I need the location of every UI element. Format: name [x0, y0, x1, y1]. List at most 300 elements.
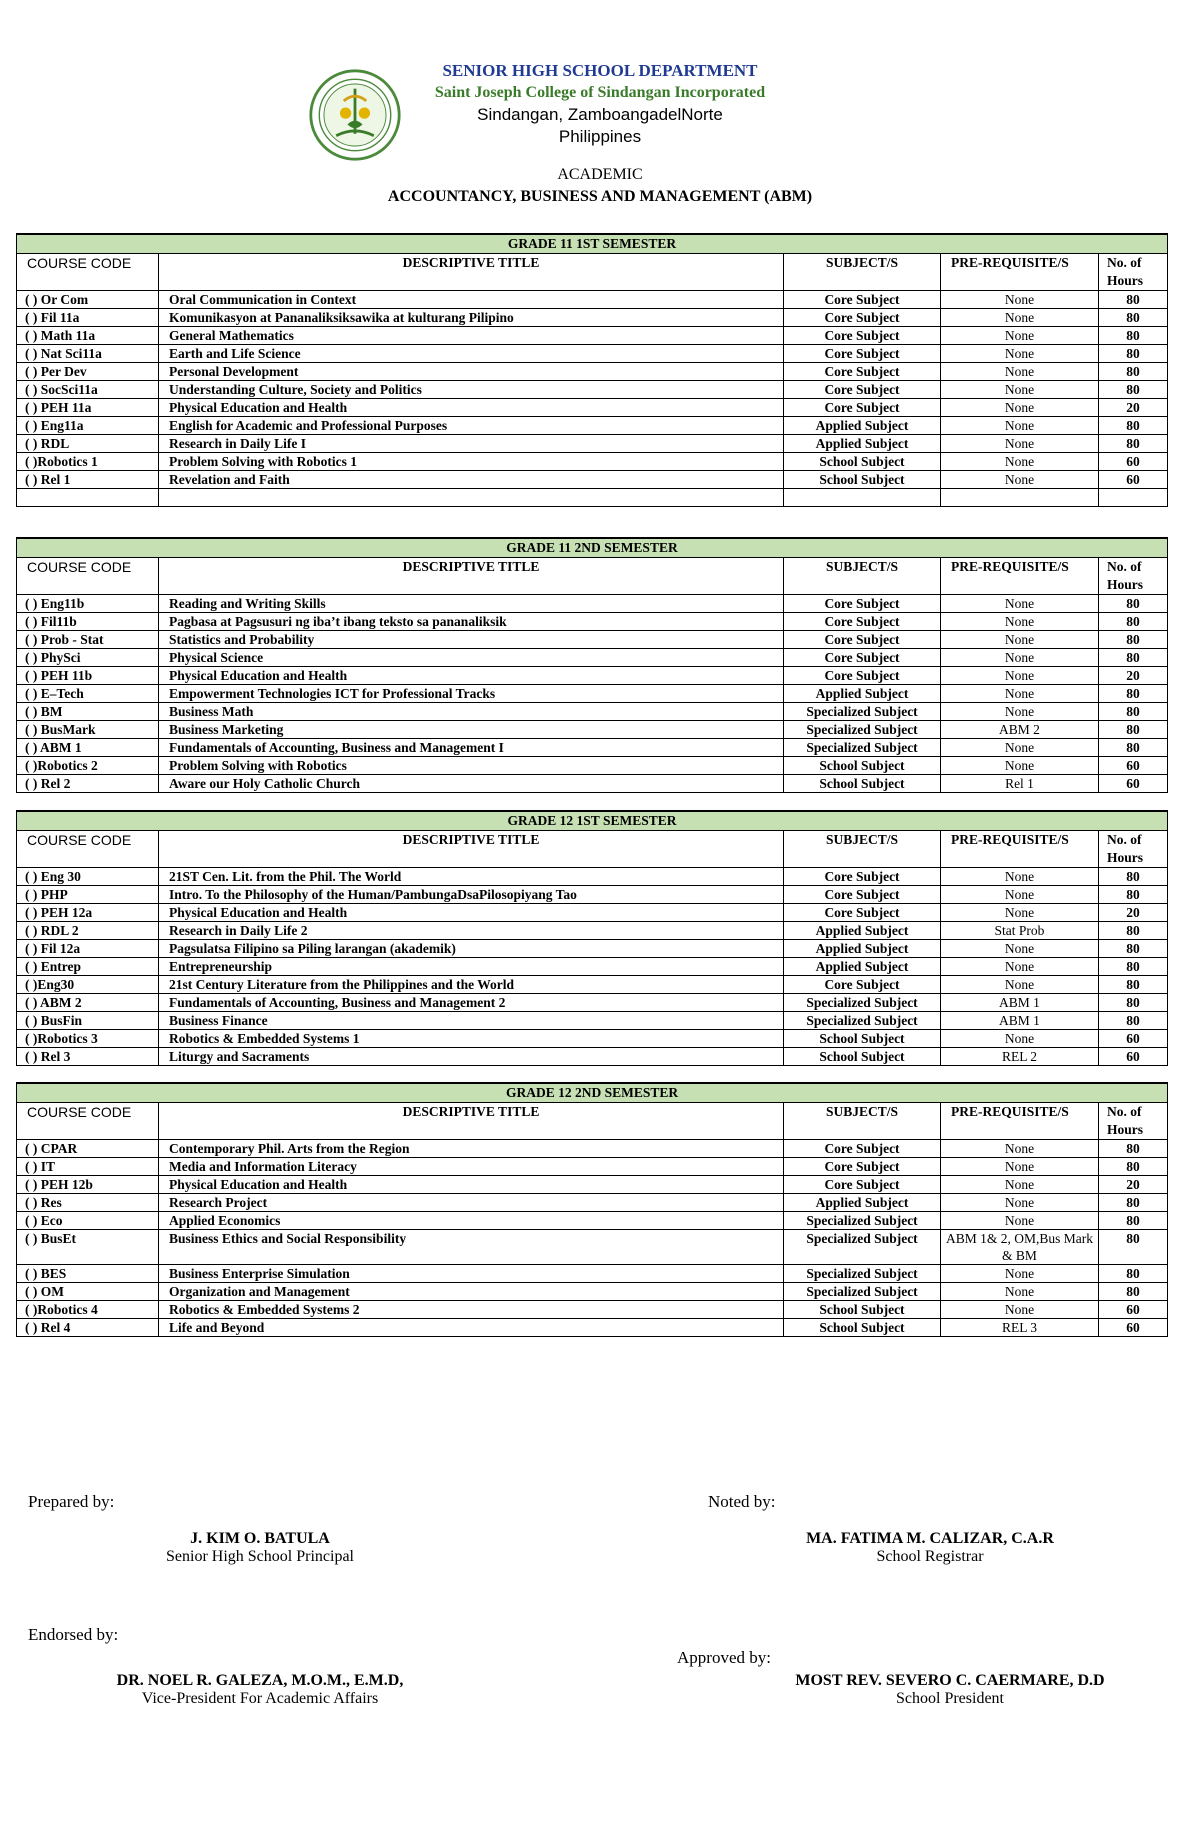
subject-type: School Subject [784, 775, 941, 793]
course-code: ( )Robotics 3 [17, 1030, 159, 1048]
course-code: ( ) BES [17, 1265, 159, 1283]
course-row [17, 327, 1168, 345]
blank-cell [784, 489, 941, 507]
column-header-row [17, 254, 1168, 291]
column-header-row [17, 1103, 1168, 1140]
course-title: Physical Education and Health [159, 667, 784, 685]
grade11-sem1-table [16, 233, 1168, 507]
blank-cell [17, 489, 159, 507]
course-row [17, 1194, 1168, 1212]
hours: 60 [1099, 1048, 1168, 1066]
prerequisite: None [941, 435, 1099, 453]
course-code: ( )Robotics 1 [17, 453, 159, 471]
course-row [17, 1212, 1168, 1230]
course-code: ( ) Rel 3 [17, 1048, 159, 1066]
semester-label: GRADE 12 1ST SEMESTER [17, 811, 1168, 831]
prepared-by-label: Prepared by: [28, 1492, 115, 1511]
course-title: Empowerment Technologies ICT for Professional Tracks [159, 685, 784, 703]
course-row [17, 703, 1168, 721]
hours: 80 [1099, 363, 1168, 381]
course-row [17, 1265, 1168, 1283]
subject-type: Applied Subject [784, 1194, 941, 1212]
prerequisite: None [941, 1301, 1099, 1319]
prerequisite: None [941, 886, 1099, 904]
course-code-header: COURSE CODE [17, 1103, 159, 1140]
course-row [17, 1283, 1168, 1301]
prerequisite-header: PRE-REQUISITE/S [941, 831, 1099, 868]
grade12-sem2-table [16, 1082, 1168, 1337]
course-code: ( ) IT [17, 1158, 159, 1176]
descriptive-title-header: DESCRIPTIVE TITLE [159, 254, 784, 291]
course-code: ( ) BusFin [17, 1012, 159, 1030]
course-row [17, 381, 1168, 399]
subject-type: Core Subject [784, 363, 941, 381]
grade12-sem1-table [16, 810, 1168, 1066]
course-code: ( ) Prob - Stat [17, 631, 159, 649]
prerequisite: None [941, 631, 1099, 649]
blank-row [17, 489, 1168, 507]
subject-header: SUBJECT/S [784, 831, 941, 868]
course-title: Physical Education and Health [159, 1176, 784, 1194]
descriptive-title-header: DESCRIPTIVE TITLE [159, 1103, 784, 1140]
hours: 80 [1099, 868, 1168, 886]
subject-type: Specialized Subject [784, 1212, 941, 1230]
course-title: Robotics & Embedded Systems 2 [159, 1301, 784, 1319]
hours: 80 [1099, 976, 1168, 994]
prerequisite: None [941, 904, 1099, 922]
course-title: 21st Century Literature from the Philippines and the World [159, 976, 784, 994]
course-code: ( ) PEH 11b [17, 667, 159, 685]
hours: 80 [1099, 940, 1168, 958]
subject-type: Core Subject [784, 327, 941, 345]
hours: 80 [1099, 994, 1168, 1012]
prepared-by-signatory [100, 1530, 420, 1566]
course-code: ( ) Per Dev [17, 363, 159, 381]
endorsed-by-position: Vice-President For Academic Affairs [141, 1690, 379, 1707]
hours: 80 [1099, 309, 1168, 327]
semester-band [17, 538, 1168, 558]
hours: 80 [1099, 739, 1168, 757]
subject-type: Specialized Subject [784, 1012, 941, 1030]
subject-type: Core Subject [784, 399, 941, 417]
subject-type: Core Subject [784, 904, 941, 922]
prerequisite: None [941, 976, 1099, 994]
subject-type: Applied Subject [784, 417, 941, 435]
course-code: ( ) PEH 12b [17, 1176, 159, 1194]
prerequisite: ABM 1& 2, OM,Bus Mark & BM [941, 1230, 1099, 1265]
descriptive-title-header: DESCRIPTIVE TITLE [159, 558, 784, 595]
endorsed-by-signatory [80, 1672, 440, 1708]
course-row [17, 1030, 1168, 1048]
course-title: General Mathematics [159, 327, 784, 345]
hours: 80 [1099, 631, 1168, 649]
course-title: Business Marketing [159, 721, 784, 739]
course-title: Research in Daily Life 2 [159, 922, 784, 940]
hours: 80 [1099, 345, 1168, 363]
hours: 80 [1099, 958, 1168, 976]
prerequisite: Rel 1 [941, 775, 1099, 793]
course-title: Understanding Culture, Society and Politics [159, 381, 784, 399]
subject-header: SUBJECT/S [784, 558, 941, 595]
prerequisite: None [941, 1194, 1099, 1212]
descriptive-title-header: DESCRIPTIVE TITLE [159, 831, 784, 868]
course-code: ( ) Eng11a [17, 417, 159, 435]
course-row [17, 649, 1168, 667]
semester-band [17, 811, 1168, 831]
course-row [17, 595, 1168, 613]
semester-band [17, 1083, 1168, 1103]
prerequisite: None [941, 703, 1099, 721]
strand-title: ACCOUNTANCY, BUSINESS AND MANAGEMENT (ABM) [387, 188, 813, 205]
course-row [17, 904, 1168, 922]
course-title: Contemporary Phil. Arts from the Region [159, 1140, 784, 1158]
course-code: ( ) BM [17, 703, 159, 721]
hours-header: No. of Hours [1099, 558, 1168, 595]
course-row [17, 1319, 1168, 1337]
course-row [17, 1230, 1168, 1265]
hours: 80 [1099, 922, 1168, 940]
course-code: ( ) Entrep [17, 958, 159, 976]
course-title: Reading and Writing Skills [159, 595, 784, 613]
course-row [17, 399, 1168, 417]
subject-type: Core Subject [784, 613, 941, 631]
course-code: ( ) PEH 12a [17, 904, 159, 922]
hours: 80 [1099, 613, 1168, 631]
semester-label: GRADE 11 1ST SEMESTER [17, 234, 1168, 254]
subject-type: Core Subject [784, 631, 941, 649]
course-title: Personal Development [159, 363, 784, 381]
course-code: ( ) PhySci [17, 649, 159, 667]
prerequisite: None [941, 291, 1099, 309]
hours: 80 [1099, 721, 1168, 739]
course-title: Research in Daily Life I [159, 435, 784, 453]
course-code: ( ) OM [17, 1283, 159, 1301]
course-code: ( )Robotics 2 [17, 757, 159, 775]
course-title: Earth and Life Science [159, 345, 784, 363]
hours: 80 [1099, 595, 1168, 613]
hours-header: No. of Hours [1099, 831, 1168, 868]
course-code: ( ) Eco [17, 1212, 159, 1230]
column-header-row [17, 558, 1168, 595]
approved-by-signatory [770, 1672, 1130, 1708]
course-code: ( ) Rel 2 [17, 775, 159, 793]
subject-type: Core Subject [784, 976, 941, 994]
course-code: ( )Eng30 [17, 976, 159, 994]
course-title: Liturgy and Sacraments [159, 1048, 784, 1066]
course-title: Media and Information Literacy [159, 1158, 784, 1176]
course-title: Life and Beyond [159, 1319, 784, 1337]
prerequisite-header: PRE-REQUISITE/S [941, 254, 1099, 291]
course-row [17, 1140, 1168, 1158]
course-code: ( ) Fil11b [17, 613, 159, 631]
course-code: ( ) RDL 2 [17, 922, 159, 940]
course-title: 21ST Cen. Lit. from the Phil. The World [159, 868, 784, 886]
noted-by-block [708, 1492, 776, 1512]
subject-type: Specialized Subject [784, 703, 941, 721]
subject-type: Specialized Subject [784, 1230, 941, 1265]
course-title: Fundamentals of Accounting, Business and Management 2 [159, 994, 784, 1012]
course-code: ( ) SocSci11a [17, 381, 159, 399]
subject-type: Core Subject [784, 1140, 941, 1158]
endorsed-by-block [28, 1625, 118, 1645]
prerequisite: None [941, 381, 1099, 399]
course-title: Physical Education and Health [159, 399, 784, 417]
prerequisite: None [941, 327, 1099, 345]
prerequisite: None [941, 471, 1099, 489]
approved-by-position: School President [896, 1690, 1004, 1707]
course-row [17, 922, 1168, 940]
course-code: ( ) RDL [17, 435, 159, 453]
subject-type: Core Subject [784, 309, 941, 327]
course-code: ( ) Res [17, 1194, 159, 1212]
course-row [17, 868, 1168, 886]
prerequisite: None [941, 1176, 1099, 1194]
department-heading: SENIOR HIGH SCHOOL DEPARTMENT [442, 61, 758, 80]
course-code: ( ) PHP [17, 886, 159, 904]
subject-type: Specialized Subject [784, 1265, 941, 1283]
prerequisite: None [941, 1158, 1099, 1176]
hours: 80 [1099, 327, 1168, 345]
course-row [17, 886, 1168, 904]
hours: 80 [1099, 685, 1168, 703]
document-header [0, 60, 1200, 208]
subject-type: Core Subject [784, 345, 941, 363]
noted-by-label: Noted by: [708, 1492, 776, 1511]
course-title: Business Enterprise Simulation [159, 1265, 784, 1283]
hours: 80 [1099, 703, 1168, 721]
course-title: Business Finance [159, 1012, 784, 1030]
prerequisite: REL 2 [941, 1048, 1099, 1066]
course-row [17, 739, 1168, 757]
college-name: Saint Joseph College of Sindangan Incorporated [434, 84, 766, 101]
course-title: Revelation and Faith [159, 471, 784, 489]
course-code: ( )Robotics 4 [17, 1301, 159, 1319]
prerequisite: None [941, 868, 1099, 886]
hours: 80 [1099, 1012, 1168, 1030]
course-row [17, 775, 1168, 793]
course-title: Fundamentals of Accounting, Business and Management I [159, 739, 784, 757]
course-row [17, 1176, 1168, 1194]
course-code: ( ) E–Tech [17, 685, 159, 703]
prepared-by-position: Senior High School Principal [166, 1548, 354, 1565]
subject-type: Applied Subject [784, 435, 941, 453]
grade11-sem2-table [16, 537, 1168, 793]
hours-header: No. of Hours [1099, 254, 1168, 291]
course-code: ( ) Nat Sci11a [17, 345, 159, 363]
hours: 20 [1099, 1176, 1168, 1194]
subject-type: School Subject [784, 453, 941, 471]
course-code: ( ) BusMark [17, 721, 159, 739]
subject-type: Core Subject [784, 868, 941, 886]
course-row [17, 940, 1168, 958]
hours-header: No. of Hours [1099, 1103, 1168, 1140]
prerequisite: None [941, 453, 1099, 471]
course-code: ( ) Eng 30 [17, 868, 159, 886]
course-title: Problem Solving with Robotics [159, 757, 784, 775]
course-code-header: COURSE CODE [17, 831, 159, 868]
semester-label: GRADE 12 2ND SEMESTER [17, 1083, 1168, 1103]
subject-type: Applied Subject [784, 958, 941, 976]
subject-type: Core Subject [784, 381, 941, 399]
prerequisite: None [941, 1140, 1099, 1158]
subject-type: Core Subject [784, 649, 941, 667]
course-code: ( ) Fil 12a [17, 940, 159, 958]
course-row [17, 453, 1168, 471]
course-row [17, 363, 1168, 381]
hours: 60 [1099, 1319, 1168, 1337]
prerequisite: None [941, 739, 1099, 757]
hours: 80 [1099, 649, 1168, 667]
prerequisite: None [941, 685, 1099, 703]
noted-by-name: MA. FATIMA M. CALIZAR, C.A.R [806, 1530, 1054, 1547]
endorsed-by-name: DR. NOEL R. GALEZA, M.O.M., E.M.D, [116, 1672, 404, 1689]
prerequisite: None [941, 1030, 1099, 1048]
prerequisite-header: PRE-REQUISITE/S [941, 558, 1099, 595]
course-row [17, 631, 1168, 649]
course-title: Oral Communication in Context [159, 291, 784, 309]
subject-type: Specialized Subject [784, 721, 941, 739]
hours: 60 [1099, 757, 1168, 775]
prerequisite: None [941, 399, 1099, 417]
course-title: Organization and Management [159, 1283, 784, 1301]
course-title: Komunikasyon at Pananaliksiksawika at kulturang Pilipino [159, 309, 784, 327]
hours: 80 [1099, 886, 1168, 904]
track-label: ACADEMIC [557, 166, 643, 183]
approved-by-name: MOST REV. SEVERO C. CAERMARE, D.D [795, 1672, 1105, 1689]
hours: 80 [1099, 1158, 1168, 1176]
prerequisite: None [941, 1265, 1099, 1283]
prerequisite: None [941, 940, 1099, 958]
subject-type: Applied Subject [784, 922, 941, 940]
course-title: Aware our Holy Catholic Church [159, 775, 784, 793]
noted-by-position: School Registrar [876, 1548, 984, 1565]
approved-by-block [677, 1648, 771, 1668]
course-row [17, 1301, 1168, 1319]
course-title: Pagbasa at Pagsusuri ng iba’t ibang teksto sa pananaliksik [159, 613, 784, 631]
prerequisite: REL 3 [941, 1319, 1099, 1337]
course-row [17, 1048, 1168, 1066]
college-address: Sindangan, ZamboangadelNorte [477, 105, 723, 124]
column-header-row [17, 831, 1168, 868]
course-code: ( ) BusEt [17, 1230, 159, 1265]
course-row [17, 435, 1168, 453]
prerequisite: None [941, 757, 1099, 775]
course-row [17, 958, 1168, 976]
subject-type: Core Subject [784, 595, 941, 613]
prerequisite: None [941, 345, 1099, 363]
prerequisite-header: PRE-REQUISITE/S [941, 1103, 1099, 1140]
hours: 20 [1099, 904, 1168, 922]
course-title: Physical Education and Health [159, 904, 784, 922]
subject-type: School Subject [784, 1048, 941, 1066]
course-row [17, 613, 1168, 631]
prerequisite: Stat Prob [941, 922, 1099, 940]
course-code: ( ) Rel 4 [17, 1319, 159, 1337]
hours: 60 [1099, 1301, 1168, 1319]
prerequisite: None [941, 1283, 1099, 1301]
subject-type: School Subject [784, 1030, 941, 1048]
prerequisite: None [941, 613, 1099, 631]
semester-band [17, 234, 1168, 254]
subject-type: Core Subject [784, 886, 941, 904]
prerequisite: None [941, 1212, 1099, 1230]
course-code: ( ) Fil 11a [17, 309, 159, 327]
course-row [17, 685, 1168, 703]
subject-type: School Subject [784, 757, 941, 775]
subject-type: School Subject [784, 1301, 941, 1319]
course-row [17, 345, 1168, 363]
noted-by-signatory [770, 1530, 1090, 1566]
course-title: Intro. To the Philosophy of the Human/PambungaDsaPilosopiyang Tao [159, 886, 784, 904]
course-code: ( ) CPAR [17, 1140, 159, 1158]
subject-type: Specialized Subject [784, 1283, 941, 1301]
course-title: Business Math [159, 703, 784, 721]
course-title: Physical Science [159, 649, 784, 667]
prerequisite: ABM 1 [941, 1012, 1099, 1030]
course-row [17, 309, 1168, 327]
hours: 60 [1099, 471, 1168, 489]
course-code: ( ) Or Com [17, 291, 159, 309]
blank-cell [159, 489, 784, 507]
subject-type: Core Subject [784, 1176, 941, 1194]
hours: 60 [1099, 453, 1168, 471]
semester-label: GRADE 11 2ND SEMESTER [17, 538, 1168, 558]
hours: 80 [1099, 1283, 1168, 1301]
course-code-header: COURSE CODE [17, 558, 159, 595]
subject-header: SUBJECT/S [784, 254, 941, 291]
course-title: English for Academic and Professional Purposes [159, 417, 784, 435]
subject-type: Core Subject [784, 667, 941, 685]
course-row [17, 667, 1168, 685]
school-seal-logo [308, 68, 402, 162]
course-code: ( ) Rel 1 [17, 471, 159, 489]
course-title: Business Ethics and Social Responsibility [159, 1230, 784, 1265]
course-row [17, 1012, 1168, 1030]
course-row [17, 1158, 1168, 1176]
subject-type: Specialized Subject [784, 739, 941, 757]
subject-type: Applied Subject [784, 940, 941, 958]
course-title: Statistics and Probability [159, 631, 784, 649]
prerequisite: None [941, 363, 1099, 381]
approved-by-label: Approved by: [677, 1648, 771, 1667]
course-title: Entrepreneurship [159, 958, 784, 976]
subject-type: School Subject [784, 471, 941, 489]
hours: 20 [1099, 399, 1168, 417]
course-title: Robotics & Embedded Systems 1 [159, 1030, 784, 1048]
subject-type: Specialized Subject [784, 994, 941, 1012]
hours: 80 [1099, 381, 1168, 399]
college-country: Philippines [558, 127, 642, 146]
subject-header: SUBJECT/S [784, 1103, 941, 1140]
course-title: Problem Solving with Robotics 1 [159, 453, 784, 471]
course-row [17, 291, 1168, 309]
course-code: ( ) PEH 11a [17, 399, 159, 417]
hours: 20 [1099, 667, 1168, 685]
hours: 80 [1099, 1265, 1168, 1283]
hours: 80 [1099, 1194, 1168, 1212]
course-code: ( ) ABM 1 [17, 739, 159, 757]
prerequisite: None [941, 667, 1099, 685]
prepared-by-name: J. KIM O. BATULA [190, 1530, 330, 1547]
blank-cell [941, 489, 1099, 507]
prerequisite: None [941, 417, 1099, 435]
prerequisite: None [941, 595, 1099, 613]
hours: 60 [1099, 1030, 1168, 1048]
course-row [17, 471, 1168, 489]
prepared-by-block [28, 1492, 114, 1512]
hours: 80 [1099, 1230, 1168, 1265]
blank-cell [1099, 489, 1168, 507]
